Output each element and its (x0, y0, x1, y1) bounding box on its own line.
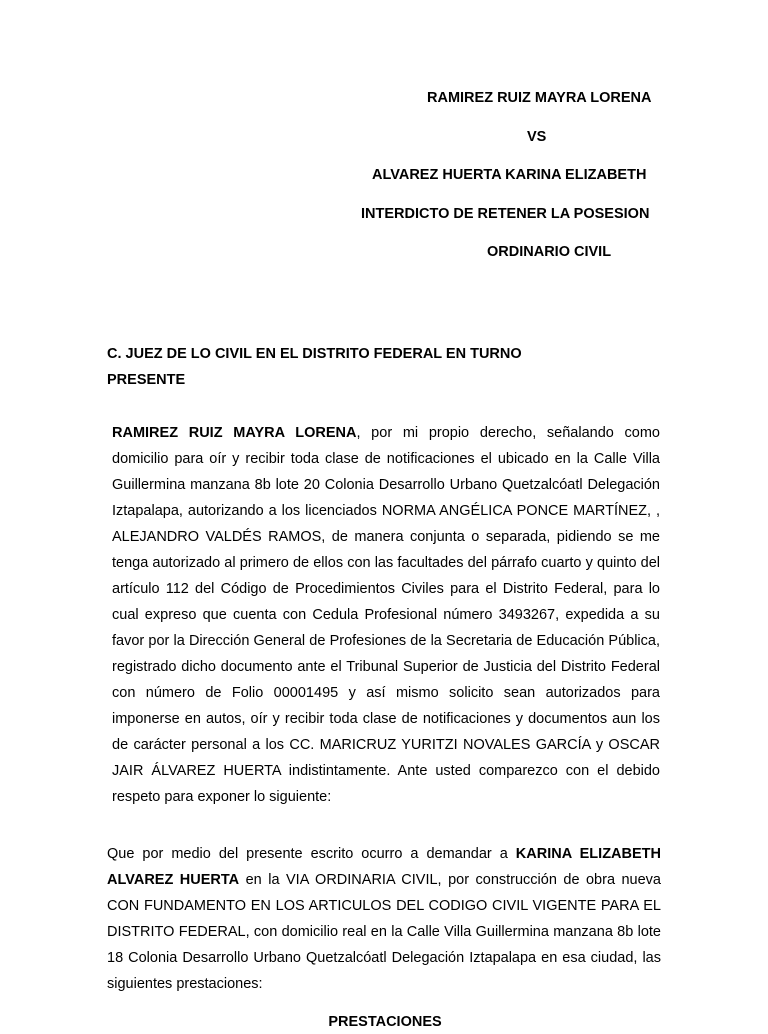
address-line-judge: C. JUEZ DE LO CIVIL EN EL DISTRITO FEDERAL EN TURNO (107, 346, 522, 362)
section-heading-prestaciones (0, 1010, 768, 1034)
plaintiff-name: RAMIREZ RUIZ MAYRA LORENA (112, 425, 357, 441)
paragraph-demand-text: en la VIA ORDINARIA CIVIL, por construcción de obra nueva CON FUNDAMENTO EN LOS ARTICULOS DEL CODIGO CIVIL VIGENTE PARA EL DISTRITO FEDERAL, con domicilio real en la Calle Villa Guillermina manzana 8b lote 18 Colonia Desarrollo Urbano Quetzalcóatl Delegación Iztapalapa en esa ciudad, las siguientes prestaciones: (107, 872, 661, 992)
header-versus: VS (527, 129, 547, 145)
header-plaintiff: RAMIREZ RUIZ MAYRA LORENA (427, 90, 652, 106)
paragraph-demand (107, 841, 661, 997)
header-defendant: ALVAREZ HUERTA KARINA ELIZABETH (372, 167, 647, 183)
paragraph-appearance (112, 420, 660, 810)
address-line-present: PRESENTE (107, 372, 186, 388)
paragraph-demand-intro: Que por medio del presente escrito ocurro a demandar a (107, 846, 516, 862)
section-heading-text: PRESTACIONES (328, 1014, 442, 1030)
paragraph-appearance-text: , por mi propio derecho, señalando como domicilio para oír y recibir toda clase de notificaciones el ubicado en la Calle Villa Guillermina manzana 8b lote 20 Colonia Desarrollo Urbano Quetzalcóatl Delegación Iztapalapa, autorizando a los licenciados NORMA ANGÉLICA PONCE MARTÍNEZ, , ALEJANDRO VALDÉS RAMOS, de manera conjunta o separada, pidiendo se me tenga autorizado al primero de ellos con las facultades del párrafo cuarto y quinto del artículo 112 del Código de Procedimientos Civiles para el Distrito Federal, para lo cual expreso que cuenta con Cedula Profesional número 3493267, expedida a su favor por la Dirección General de Profesiones de la Secretaria de Educación Pública, registrado dicho documento ante el Tribunal Superior de Justicia del Distrito Federal con número de Folio 00001495 y así mismo solicito sean autorizados para imponerse en autos, oír y recibir toda clase de notificaciones y documentos aun los de carácter personal a los CC. MARICRUZ YURITZI NOVALES GARCÍA y OSCAR JAIR ÁLVAREZ HUERTA indistintamente. Ante usted comparezco con el debido respeto para exponer lo siguiente: (112, 425, 660, 805)
defendant-name: KARINA ELIZABETH ALVAREZ HUERTA (107, 846, 661, 888)
header-proceeding: ORDINARIO CIVIL (487, 244, 612, 260)
header-matter: INTERDICTO DE RETENER LA POSESION (361, 206, 650, 222)
